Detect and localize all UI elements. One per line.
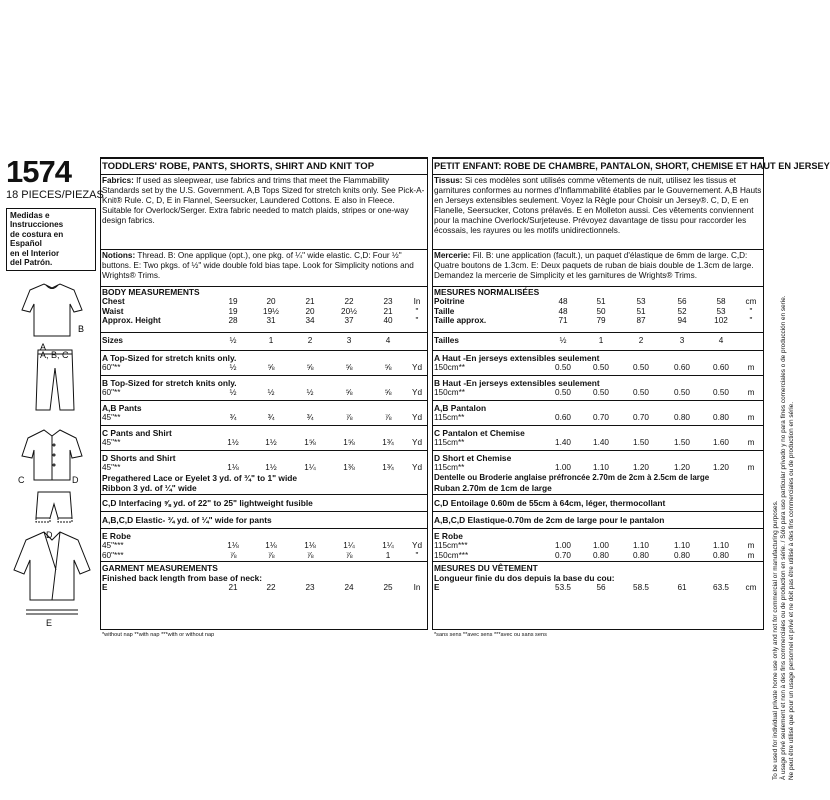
- robe-sketch: [14, 532, 90, 614]
- french-sizes: Tailles ½ 1 2 3 4: [433, 333, 763, 351]
- english-yardage-a: A Top-Sized for stretch knits only. 60"** ½ ⅝ ⅝ ⅝ ⅝ Yd: [101, 351, 427, 376]
- french-notions: Mercerie: Fil. B: une application (facult.), un paquet d'élastique de 6mm de large. C,D: Quatre boutons de 1.3cm. E: Deux paquets de ruban de biais double de 1.3cm de large. Demandez la mercerie de Simplicity et les garnitures de Wrights® Trims.: [433, 250, 763, 287]
- english-yardage-e: E Robe 45"*** 1⅛ 1⅛ 1⅛ 1¼ 1¼ Yd 60"*** ⅞ ⅞ ⅞ ⅞ 1 ": [101, 529, 427, 562]
- french-yardage-d: D Short et Chemise 115cm** 1.00 1.10 1.20 1.20 1.20 m Dentelle ou Broderie anglaise préfroncée 2.70m de 2cm à 2.5cm de large Ruban 2.70m de 1cm de large: [433, 451, 763, 495]
- pattern-number: 1574: [6, 154, 71, 189]
- table-row: Poitrine 48 51 53 56 58 cm: [434, 297, 757, 306]
- english-garment-measurements: GARMENT MEASUREMENTS Finished back length from base of neck: E 21 22 23 24 25 In: [102, 563, 421, 592]
- shorts-sketch: [36, 492, 72, 522]
- french-interfacing: C,D Entoilage 0.60m de 55cm à 64cm, léger, thermocollant: [433, 495, 763, 512]
- usage-notice-vertical: To be used for individual private home use only and not for commercial or manufacturing purposes. À usage privé seulement et non à des fins commerciales ou de production en série. / Sólo para uso particular privado y no para fines comerciales o de producción en serie. Ne peut être utilisé que pour un usage personnel et privé et ne doit pas être utilisé à des fins commerciales ou de production en série.: [772, 295, 795, 780]
- view-label-d: D: [46, 530, 53, 540]
- english-column: [100, 157, 428, 630]
- english-fabrics: Fabrics: If used as sleepwear, use fabrics and trims that meet the Flammability Standards set by the U.S. Government. A,B Tops Sized for stretch knits only. See Pick-A-Knit® Rule. C, D, E in Flannel, Seersucker, Laundered Cottons. E also in Fleece. Suitable for Overlock/Serger. Extra fabric needed to match plaids, stripes or one-way design fabrics.: [101, 175, 427, 250]
- french-footnote: *sans sens **avec sens ***avec ou sans sens: [434, 632, 547, 638]
- french-fabrics: Tissus: Si ces modèles sont utilisés comme vêtements de nuit, utilisez les tissus et garnitures conformes au normes d'Inflammabilité établies par le Gouvernement. A,B Hauts en Jerseys extensibles seulement. Voyez la Règle pour Choisir un Jersey®. C, D, E en Flanelle, Seersucker, Cotons prélavés. E en Molleton aussi. Ces vêtements conviennent pour la machine Overlock/Surjeteuse. Prévoyez davantage de tissu pour raccorder les écossais, les rayures ou les motifs unidirectionnels.: [433, 175, 763, 250]
- french-yardage-a: A Haut -En jerseys extensibles seulement 150cm** 0.50 0.50 0.50 0.60 0.60 m: [433, 351, 763, 376]
- english-body-measurements: BODY MEASUREMENTS Chest 19 20 21 22 23 In Waist 19 19½ 20 20½ 21 " Approx. Height 28 31 34 37 40 ": [101, 287, 427, 333]
- english-title: TODDLERS' ROBE, PANTS, SHORTS, SHIRT AND KNIT TOP: [101, 159, 427, 175]
- shirt-sketch: [22, 430, 82, 480]
- french-garment-measurements: MESURES DU VÊTEMENT Longueur finie du dos depuis la base du cou: E 53.5 56 58.5 61 63.5 cm: [434, 563, 757, 592]
- french-yardage-b: B Haut -En jerseys extensibles seulement 150cm** 0.50 0.50 0.50 0.50 0.50 m: [433, 376, 763, 401]
- table-row: Chest 19 20 21 22 23 In: [102, 297, 421, 306]
- table-row: Waist 19 19½ 20 20½ 21 ": [102, 306, 419, 316]
- english-yardage-b: B Top-Sized for stretch knits only. 60"** ½ ½ ½ ⅝ ⅝ Yd: [101, 376, 427, 401]
- view-label-b: B: [78, 324, 85, 334]
- table-row: Approx. Height 28 31 34 37 40 ": [102, 316, 419, 325]
- spanish-instructions-box: Medidas e Instrucciones de costura en Español en el Interior del Patrón.: [6, 208, 96, 271]
- english-interfacing: C,D Interfacing ⅝ yd. of 22" to 25" lightweight fusible: [101, 495, 427, 512]
- table-row: Taille 48 50 51 52 53 ": [434, 306, 753, 316]
- english-sizes: Sizes ½ 1 2 3 4: [101, 333, 427, 351]
- english-elastic: A,B,C,D Elastic- ¾ yd. of ¼" wide for pants: [101, 512, 427, 529]
- english-yardage-d: D Shorts and Shirt 45"** 1⅛ 1½ 1¼ 1⅜ 1¾ Yd Pregathered Lace or Eyelet 3 yd. of ¾" to 1" wide Ribbon 3 yd. of ¼" wide: [101, 451, 427, 495]
- french-body-measurements: MESURES NORMALISÉES Poitrine 48 51 53 56 58 cm Taille 48 50 51 52 53 " Taille approx. 71 79 87 94 102 ": [433, 287, 763, 333]
- french-yardage-ab-pants: A,B Pantalon 115cm** 0.60 0.70 0.70 0.80 0.80 m: [433, 401, 763, 426]
- english-notions: Notions: Thread. B: One applique (opt.), one pkg. of ¼" wide elastic. C,D: Four ½" buttons. E: Two pkgs. of ½" wide double fold bias tape. Look for Simplicity notions and Wrights® Trims.: [101, 250, 427, 287]
- english-yardage-c: C Pants and Shirt 45"** 1½ 1½ 1⅝ 1⅝ 1¾ Yd: [101, 426, 427, 451]
- french-yardage-e: E Robe 115cm*** 1.00 1.00 1.10 1.10 1.10 m 150cm*** 0.70 0.80 0.80 0.80 0.80 m: [433, 529, 763, 562]
- view-label-e: E: [46, 618, 53, 628]
- view-label-d-top: D: [72, 475, 79, 485]
- view-label-abc: A, B, C: [40, 350, 69, 360]
- table-row: Taille approx. 71 79 87 94 102 ": [434, 316, 753, 325]
- view-label-a: A: [40, 342, 47, 352]
- english-footnote: *without nap **with nap ***with or without nap: [102, 632, 215, 638]
- french-elastic: A,B,C,D Elastique-0.70m de 2cm de large pour le pantalon: [433, 512, 763, 529]
- view-sketches: [6, 270, 98, 620]
- french-yardage-c: C Pantalon et Chemise 115cm** 1.40 1.40 1.50 1.50 1.60 m: [433, 426, 763, 451]
- english-yardage-ab-pants: A,B Pants 45"** ¾ ¾ ¾ ⅞ ⅞ Yd: [101, 401, 427, 426]
- pieces-count: 18 PIECES/PIEZAS: [6, 189, 104, 201]
- view-label-c: C: [18, 475, 25, 485]
- french-title: PETIT ENFANT: ROBE DE CHAMBRE, PANTALON, SHORT, CHEMISE ET HAUT EN JERSEY: [433, 159, 763, 175]
- knit-top-sketch: [22, 284, 85, 336]
